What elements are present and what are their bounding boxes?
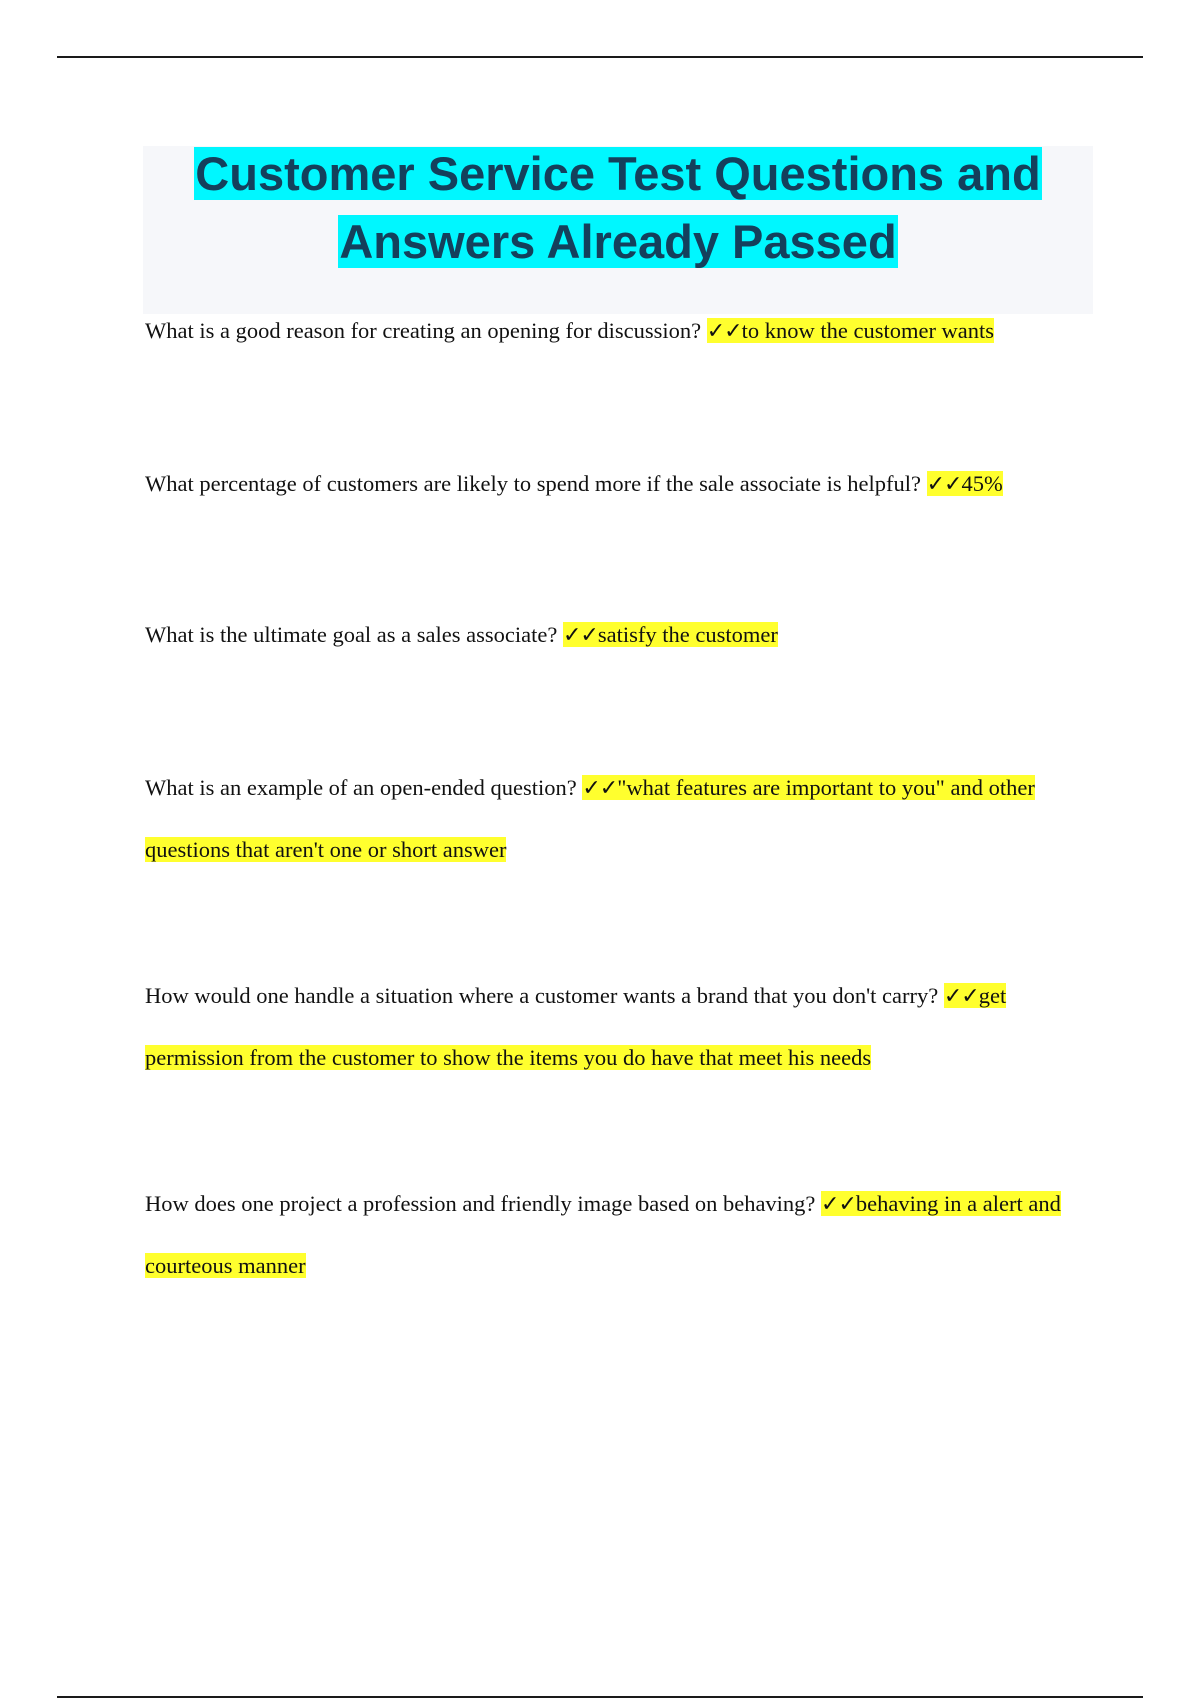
answer-value: behaving in a alert and courteous manner [145, 1191, 1061, 1278]
answer-value: 45% [961, 471, 1003, 496]
qa-item [145, 965, 1105, 1088]
check-mark-icon: ✓✓ [821, 1192, 856, 1217]
check-mark-icon: ✓✓ [562, 623, 598, 648]
check-mark-icon: ✓✓ [926, 472, 962, 497]
qa-item [145, 604, 1105, 666]
answer-text [927, 471, 1003, 496]
question-text: How would one handle a situation where a customer wants a brand that you don't carry? [145, 983, 939, 1008]
question-text: What percentage of customers are likely to spend more if the sale associate is helpful? [145, 471, 921, 496]
title-box [143, 146, 1093, 314]
document-title: Customer Service Test Questions and Answers Already Passed [195, 147, 1041, 268]
qa-item [145, 300, 1105, 362]
qa-item [145, 1173, 1105, 1296]
answer-text [707, 318, 994, 343]
top-rule [57, 56, 1143, 58]
answer-text [563, 622, 778, 647]
check-mark-icon: ✓✓ [706, 319, 742, 344]
qa-item [145, 453, 1105, 515]
question-text: What is the ultimate goal as a sales associate? [145, 622, 558, 647]
check-mark-icon: ✓✓ [582, 776, 618, 801]
answer-value: to know the customer wants [741, 318, 995, 343]
question-text: What is a good reason for creating an opening for discussion? [145, 318, 702, 343]
answer-value: get permission from the customer to show the items you do have that meet his needs [145, 983, 1007, 1070]
question-text: How does one project a profession and friendly image based on behaving? [145, 1191, 816, 1216]
bottom-rule [57, 1696, 1143, 1698]
qa-item [145, 757, 1105, 880]
check-mark-icon: ✓✓ [943, 984, 979, 1009]
answer-value: "what features are important to you" and other questions that aren't one or short answer [145, 775, 1035, 862]
question-text: What is an example of an open-ended question? [145, 775, 577, 800]
answer-value: satisfy the customer [597, 622, 778, 647]
